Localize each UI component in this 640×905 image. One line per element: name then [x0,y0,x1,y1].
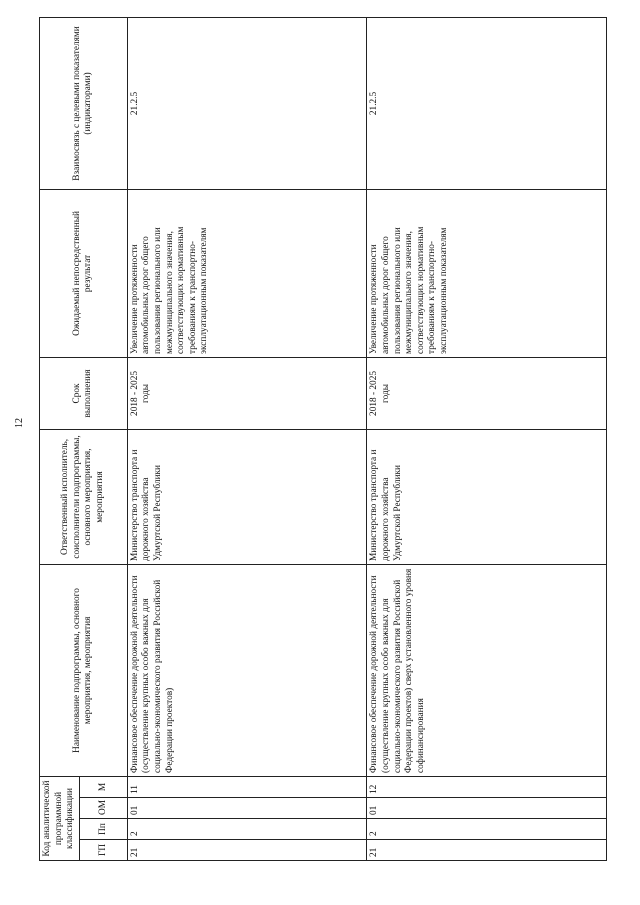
code-col-m: М [79,776,127,797]
row-name: Финансовое обеспечение дорожной деятельности (осуществление крупных особо важных для социально-экономического развития Российской Федерации проектов) сверх установленного уровня софинансирования [367,564,607,776]
row-gp: 21 [367,840,607,861]
row-m: 11 [127,776,367,797]
code-group-header: Код аналитической программной классификации [40,776,80,860]
row-om: 01 [127,798,367,819]
program-table [39,17,607,861]
table-row [127,17,367,860]
row-indicator: 21.2.5 [367,17,607,189]
row-pp: 2 [127,819,367,840]
name-header: Наименование подпрограммы, основного мероприятия, мероприятия [40,564,128,776]
row-term: 2018 - 2025 годы [367,357,607,429]
rotated-table-frame [39,18,607,861]
code-col-pp: Пп [79,819,127,840]
code-col-gp: ГП [79,840,127,861]
row-name: Финансовое обеспечение дорожной деятельности (осуществление крупных особо важных для социально-экономического развития Российской Федерации проектов) [127,564,367,776]
result-header: Ожидаемый непосредственный результат [40,189,128,357]
responsible-header: Ответственный исполнитель, соисполнители подпрограммы, основного мероприятия, мероприятия [40,429,128,564]
row-result: Увеличение протяженности автомобильных дорог общего пользования регионального или межмуниципального значения, соответствующих нормативным требованиям к транспортно-эксплуатационным показателям [127,189,367,357]
indicator-header: Взаимосвязь с целевыми показателями (индикаторами) [40,17,128,189]
row-om: 01 [367,798,607,819]
row-result: Увеличение протяженности автомобильных дорог общего пользования регионального или межмуниципального значения, соответствующих нормативным требованиям к транспортно-эксплуатационным показателям [367,189,607,357]
page-number: 12 [14,418,25,428]
row-pp: 2 [367,819,607,840]
table-header [40,17,128,860]
row-responsible: Министерство транспорта и дорожного хозяйства Удмуртской Республики [127,429,367,564]
row-responsible: Министерство транспорта и дорожного хозяйства Удмуртской Республики [367,429,607,564]
table-container [39,18,607,861]
table-row [367,17,607,860]
row-m: 12 [367,776,607,797]
row-term: 2018 - 2025 годы [127,357,367,429]
term-header: Срок выполнения [40,357,128,429]
row-indicator: 21.2.5 [127,17,367,189]
row-gp: 21 [127,840,367,861]
code-col-om: ОМ [79,798,127,819]
